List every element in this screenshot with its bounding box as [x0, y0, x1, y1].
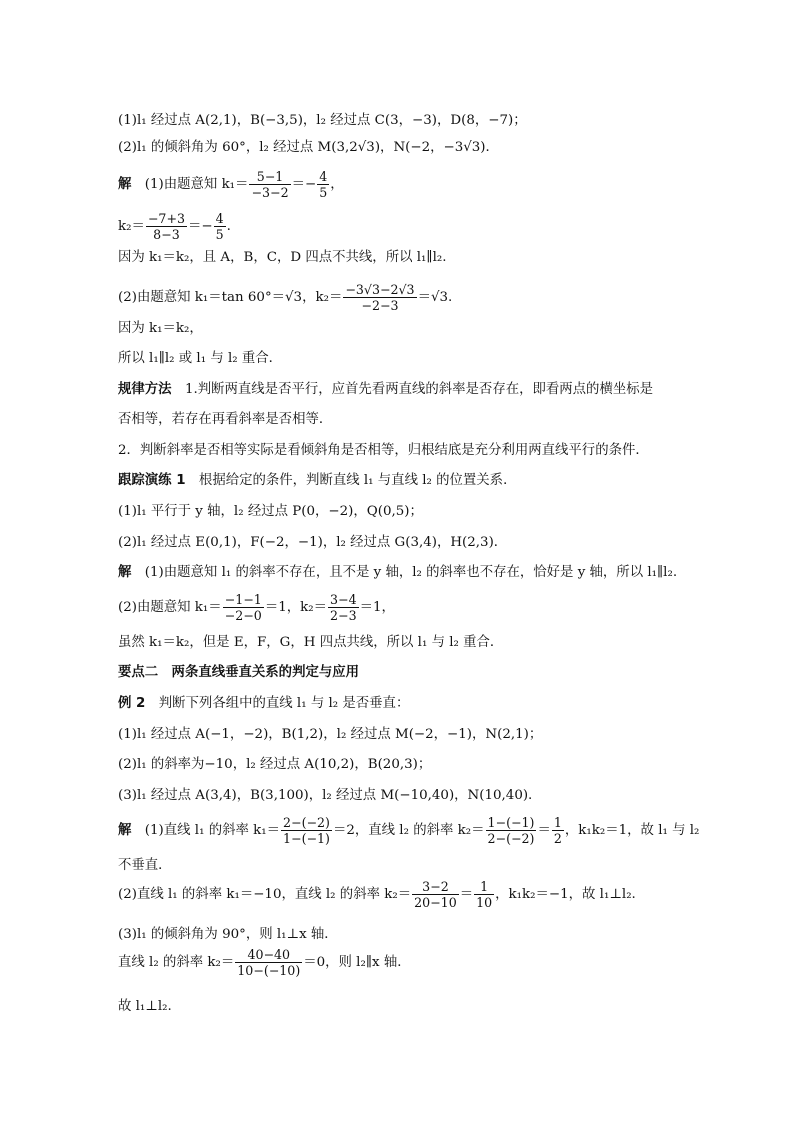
text-segment: ＝−	[291, 177, 317, 193]
text-line-l17	[118, 636, 503, 649]
text-line-l14	[118, 536, 507, 549]
text-line-l7	[118, 322, 203, 335]
fraction	[343, 283, 416, 312]
fraction-denominator: 2	[553, 831, 562, 847]
text-segment: ，k₁k₂＝−1，故 l₁⊥l₂.	[495, 887, 636, 903]
text-segment: ＝	[537, 823, 551, 839]
text-line-l9	[118, 383, 653, 396]
text-segment: 1.判断两直线是否平行，应首先看两直线的斜率是否存在，即看两点的横坐标是	[171, 382, 654, 397]
text-segment: (2)l₁ 经过点 E(0,1)，F(−2，−1)，l₂ 经过点 G(3,4)，H(2,3)．	[118, 535, 508, 550]
fraction	[235, 948, 302, 977]
text-segment: 2．判断斜率是否相等实际是看倾斜角是否相等，归根结底是充分利用两直线平行的条件．	[118, 443, 649, 458]
fraction-numerator: 1	[553, 815, 562, 830]
text-segment: (1)由题意知 k₁＝	[131, 177, 249, 193]
text-line-l15	[118, 566, 677, 579]
bold-label: 跟踪演练 1	[118, 473, 186, 488]
bold-label: 解	[118, 565, 132, 580]
text-segment: (2)由题意知 k₁＝	[118, 600, 222, 616]
text-line-l6	[118, 283, 452, 312]
text-line-l23	[118, 816, 699, 845]
text-segment: ＝	[459, 887, 474, 903]
fraction	[552, 816, 564, 845]
text-segment: (1)l₁ 经过点 A(−1，−2)，B(1,2)，l₂ 经过点 M(−2，−1)，N(2,1)；	[118, 727, 543, 742]
text-line-l28	[118, 1000, 172, 1013]
text-segment: 因为 k₁＝k₂，	[118, 321, 203, 336]
bold-label: 例 2	[118, 696, 146, 711]
fraction	[486, 816, 537, 845]
bold-label: 解	[118, 177, 132, 193]
fraction-numerator: 40−40	[235, 948, 302, 963]
text-segment: (3)l₁ 的倾斜角为 90°，则 l₁⊥x 轴．	[118, 927, 338, 942]
text-segment: (2)l₁ 的斜率为−10，l₂ 经过点 A(10,2)，B(20,3)；	[118, 757, 432, 772]
text-segment: ，	[330, 177, 344, 193]
fraction-numerator: 3−2	[412, 880, 459, 895]
text-segment: (1)l₁ 平行于 y 轴，l₂ 经过点 P(0，−2)，Q(0,5)；	[118, 504, 423, 519]
fraction-denominator: −2−0	[224, 608, 262, 624]
text-segment: (1)直线 l₁ 的斜率 k₁＝	[131, 823, 280, 839]
fraction-numerator: −3√3−2√3	[345, 282, 415, 297]
bold-label: 要点二 两条直线垂直关系的判定与应用	[118, 665, 360, 680]
fraction-denominator: 5	[215, 227, 224, 243]
fraction	[146, 212, 187, 241]
text-line-l8	[118, 352, 282, 365]
text-line-l27	[118, 948, 411, 977]
fraction-denominator: 10	[476, 895, 493, 911]
fraction-denominator: 2−(−2)	[487, 831, 535, 847]
text-line-l19	[118, 697, 409, 710]
fraction-numerator: 5−1	[249, 170, 290, 185]
text-line-l4	[118, 212, 231, 241]
text-line-l3	[118, 170, 344, 199]
text-line-l16	[118, 593, 395, 622]
text-segment: ＝0，则 l₂∥x 轴．	[303, 955, 411, 971]
fraction	[281, 816, 332, 845]
text-segment: 所以 l₁∥l₂ 或 l₁ 与 l₂ 重合．	[118, 351, 283, 366]
text-segment: (3)l₁ 经过点 A(3,4)，B(3,100)，l₂ 经过点 M(−10,40)，N(10,40).	[118, 788, 533, 803]
fraction-numerator: 1−(−1)	[487, 815, 535, 830]
text-segment: ＝√3.	[417, 290, 453, 306]
fraction-denominator: −3−2	[251, 185, 289, 201]
text-segment: (2)由题意知 k₁＝tan 60°＝√3，k₂＝	[118, 290, 343, 306]
text-segment: ＝2，直线 l₂ 的斜率 k₂＝	[332, 823, 485, 839]
text-segment: (2)直线 l₁ 的斜率 k₁＝−10，直线 l₂ 的斜率 k₂＝	[118, 887, 412, 903]
text-line-l2	[118, 141, 499, 154]
text-segment: (2)l₁ 的倾斜角为 60°，l₂ 经过点 M(3,2√3)，N(−2，−3√3)．	[118, 140, 499, 155]
fraction	[412, 880, 459, 909]
fraction-numerator: 1	[474, 880, 494, 895]
fraction-numerator: 4	[319, 169, 328, 184]
text-line-l24	[118, 859, 172, 872]
text-segment: ＝1，k₂＝	[264, 600, 327, 616]
text-line-l5	[118, 251, 446, 264]
fraction-numerator: −1−1	[224, 592, 262, 607]
fraction-denominator: −2−3	[361, 298, 399, 314]
text-line-l21	[118, 758, 431, 771]
fraction	[249, 170, 290, 199]
text-segment: 因为 k₁＝k₂，且 A，B，C，D 四点不共线，所以 l₁∥l₂.	[118, 250, 447, 265]
bold-label: 解	[118, 823, 132, 839]
fraction-denominator: 2−3	[330, 608, 357, 624]
fraction	[317, 170, 329, 199]
text-segment: 直线 l₂ 的斜率 k₂＝	[118, 955, 235, 971]
text-segment: (1)由题意知 l₁ 的斜率不存在，且不是 y 轴，l₂ 的斜率也不存在，恰好是 y 轴，所以 l₁∥l₂.	[131, 565, 678, 580]
text-line-l18	[118, 666, 359, 679]
fraction-denominator: 20−10	[414, 895, 457, 911]
fraction	[223, 593, 264, 622]
text-segment: k₂＝	[118, 219, 145, 235]
fraction-denominator: 5	[319, 185, 328, 201]
text-segment: ＝−	[188, 219, 213, 235]
text-line-l25	[118, 880, 636, 909]
fraction-numerator: 2−(−2)	[283, 815, 330, 830]
text-segment: ＝1，	[359, 600, 395, 616]
fraction-denominator: 1−(−1)	[283, 831, 330, 847]
text-line-l11	[118, 444, 649, 457]
fraction-denominator: 8−3	[153, 227, 180, 243]
text-segment: 判断下列各组中的直线 l₁ 与 l₂ 是否垂直：	[145, 696, 410, 711]
text-line-l12	[118, 474, 516, 487]
text-segment: .	[226, 219, 231, 235]
fraction-numerator: −7+3	[147, 211, 186, 226]
fraction-numerator: 3−4	[330, 592, 357, 607]
text-line-l1	[118, 114, 527, 127]
fraction	[474, 880, 494, 909]
text-segment: 根据给定的条件，判断直线 l₁ 与直线 l₂ 的位置关系．	[185, 473, 517, 488]
text-line-l10	[118, 413, 332, 426]
bold-label: 规律方法	[118, 382, 172, 397]
fraction-denominator: 10−(−10)	[237, 963, 301, 979]
text-segment: 故 l₁⊥l₂.	[118, 999, 172, 1014]
text-line-l26	[118, 928, 338, 941]
text-segment: 虽然 k₁＝k₂，但是 E，F，G，H 四点共线，所以 l₁ 与 l₂ 重合．	[118, 635, 504, 650]
text-segment: 否相等，若存在再看斜率是否相等．	[118, 412, 333, 427]
text-line-l20	[118, 728, 542, 741]
text-segment: 不垂直．	[118, 858, 172, 873]
text-line-l13	[118, 505, 423, 518]
fraction	[214, 212, 226, 241]
text-line-l22	[118, 789, 532, 802]
text-segment: ，k₁k₂＝1，故 l₁ 与 l₂	[564, 823, 700, 839]
fraction-numerator: 4	[215, 211, 224, 226]
fraction	[328, 593, 359, 622]
text-segment: (1)l₁ 经过点 A(2,1)，B(−3,5)，l₂ 经过点 C(3，−3)，D(8，−7)；	[118, 113, 527, 128]
